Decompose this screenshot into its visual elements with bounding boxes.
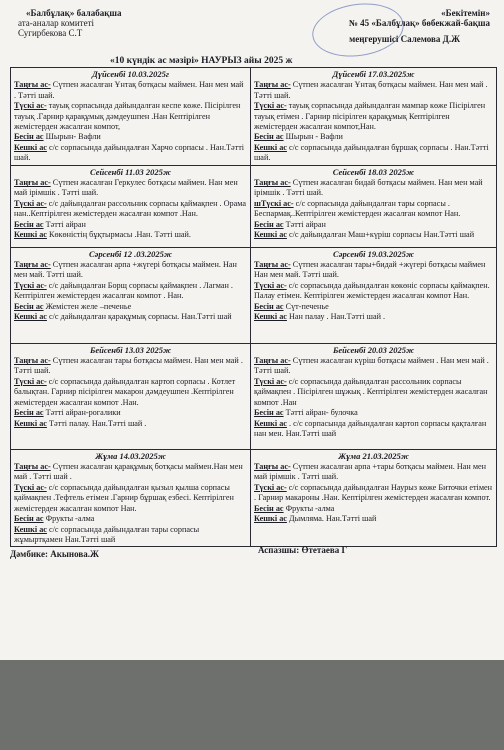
snack-text: Тәтті айран: [285, 219, 326, 229]
breakfast-line: [254, 260, 493, 281]
dinner-line: [254, 230, 493, 240]
day-heading: Бейсенбі 20.03 2025ж: [332, 344, 415, 355]
footer-left: Дәмбике: Акынова.Ж: [10, 549, 99, 560]
snack-text: Тәтті айран-рогалики: [45, 408, 121, 418]
document-footer: [10, 547, 496, 561]
day-heading: Сәрсенбі 12 .03.2025ж: [88, 248, 173, 259]
dinner-text: с/с дайындалған Маш+күріш сорпасы Нан.Тәтті шай: [288, 230, 475, 240]
document-header: [10, 6, 496, 56]
lunch-line: [14, 281, 247, 302]
lunch-text: с/с сорпасында дайындалған рассольник сорпасы қаймақпен . Пісірілген шұжық . Кептірілген жемістерден жасалған компот .Нан: [254, 376, 488, 407]
lunch-text: тауық сорпасында дайындалған кеспе көже. Пісірілген тауық .Гарнир қарақұмық дәмдеушпен .Нан Кептірілген жемістерден жасалған компот,: [14, 101, 241, 132]
breakfast-text: Сүтпен жасалған арпа +тары ботқасы маймен. Нан мен май ірімшік . Тәтті шай.: [254, 462, 487, 482]
snack-text: Тәтті айран- булочка: [285, 408, 358, 418]
lunch-text: с/с сорпасында дайындалған қызыл қылша сорпасы қаймақпен .Тефтель етімен .Гарнир бұршақ езбесі. Кептірілген жемістерден жасалған компот Нан.: [14, 482, 234, 513]
breakfast-label: Таңғы ас-: [14, 260, 51, 270]
snack-line: [14, 514, 247, 524]
day-heading: Дүйсенбі 10.03.2025г: [91, 69, 170, 79]
snack-label: Бесін ас: [14, 408, 44, 418]
header-right-line2: № 45 «Балбұлақ» бөбекжай-бақша: [348, 18, 490, 28]
lunch-label: Түскі ас-: [14, 482, 47, 492]
day-heading: Сейсенбі 11.03 2025ж: [90, 166, 171, 177]
snack-line: [254, 132, 493, 142]
snack-line: [254, 408, 493, 418]
breakfast-label: Таңғы ас-: [254, 260, 291, 270]
lunch-label: Түскі ас-: [14, 376, 47, 386]
snack-text: Шырын - Вафли: [285, 132, 343, 142]
dinner-line: [254, 419, 493, 440]
snack-text: Фрукты -алма: [285, 503, 335, 513]
breakfast-line: [254, 178, 493, 199]
snack-label: Бесін ас: [14, 514, 44, 524]
lunch-text: с/с сорпасында дайындалған Наурыз көже Биточки етімен . Гарнир макароны .Нан. Кептірілген жемістерден жасалған компот.: [254, 482, 493, 503]
header-right: [230, 8, 490, 44]
snack-text: Тәтті айран: [45, 219, 86, 229]
breakfast-text: Сүтпен жасалған тары+бидай +жүгері ботқасы маймен Нан мен май. Тәтті шай.: [254, 260, 486, 280]
menu-row: [11, 449, 497, 547]
lunch-label: Түскі ас-: [254, 101, 287, 111]
day-cell: [251, 68, 497, 166]
dinner-label: Кешкі ас: [14, 418, 47, 428]
menu-row: [11, 165, 497, 247]
dinner-label: Кешкі ас: [14, 142, 47, 152]
snack-line: [254, 220, 493, 230]
dinner-label: Кешкі ас: [254, 312, 287, 322]
breakfast-text: Сүтпен жасалған Геркулес ботқасы маймен. Нан мен май ірімшік . Тәтті шай.: [14, 178, 238, 198]
dinner-label: Кешкі ас: [14, 312, 47, 322]
lunch-text: с/с дайындалған рассольник сорпасы қаймақпен . Орама нан..Кептірілген жемістерден жасалған компот .Нан.: [14, 198, 247, 219]
day-heading: Жұма 21.03.2025ж: [338, 450, 409, 461]
lunch-line: [14, 377, 247, 408]
menu-title: «10 күндік ас мәзірі» НАУРЫЗ айы 2025 ж: [110, 56, 293, 66]
lunch-line: [254, 281, 493, 302]
dinner-text: . с/с сорпасында дайындалған картоп сорпасы қақталған нан мен. Нан.Тәтті шай: [254, 418, 487, 438]
snack-label: Бесін ас: [14, 132, 44, 142]
dinner-line: [14, 525, 247, 546]
dinner-label: Кешкі ас: [254, 418, 287, 428]
breakfast-line: [254, 356, 493, 377]
lunch-text: с/с сорпасында дайындалған көкөніс сорпасы қаймақпен. Палау етімен. Кептірілген жемістерден жасалған компот Нан.: [254, 280, 490, 301]
dinner-text: с/с сорпасында дайындалған Харчо сорпасы . Нан.Тәтті шай.: [14, 142, 245, 163]
dinner-text: Дымляма. Нан.Тәтті шай: [288, 514, 377, 524]
breakfast-label: Таңғы ас-: [254, 356, 291, 366]
snack-label: Бесін ас: [254, 408, 284, 418]
header-right-line3: меңгерушісі Салемова Д.Ж: [349, 34, 460, 44]
snack-line: [14, 132, 247, 142]
breakfast-line: [254, 80, 493, 101]
dinner-text: с/с дайындалған қарақұмық сорпасы. Нан.Тәтті шай: [48, 312, 232, 322]
snack-text: Жемістен желе –печенье: [45, 301, 132, 311]
snack-label: Бесін ас: [254, 132, 284, 142]
lunch-text: с/с сорпасында дайындалған тары сорпасы . Беспармақ..Кептірілген жемістерден жасалған компот Нан.: [254, 198, 461, 219]
lunch-label: Түскі ас-: [254, 376, 287, 386]
breakfast-line: [14, 260, 247, 281]
breakfast-line: [254, 462, 493, 483]
day-cell: [251, 343, 497, 449]
dinner-label: Кешкі ас: [254, 514, 287, 524]
breakfast-label: Таңғы ас-: [14, 80, 51, 90]
day-cell: [11, 343, 251, 449]
breakfast-label: Таңғы ас-: [14, 178, 51, 188]
lunch-line: [14, 483, 247, 514]
snack-text: Фрукты -алма: [45, 514, 95, 524]
dinner-line: [14, 419, 247, 429]
dinner-text: Нан палау . Нан.Тәтті шай .: [288, 312, 386, 322]
snack-line: [254, 504, 493, 514]
snack-line: [14, 302, 247, 312]
lunch-line: [14, 101, 247, 132]
breakfast-text: Сүтпен жасалған бидай ботқасы маймен. Нан мен май ірімшік . Тәтті шай.: [254, 178, 483, 198]
day-heading: Дүйсенбі 17.03.2025ж: [332, 69, 415, 79]
header-left-line3: Сугирбекова С.Т: [18, 28, 83, 38]
breakfast-line: [14, 356, 247, 377]
lunch-label: Түскі ас-: [14, 101, 47, 111]
lunch-label: Түскі ас-: [14, 198, 47, 208]
header-right-line1: «Бекітемін»: [441, 8, 490, 18]
snack-line: [14, 220, 247, 230]
dinner-line: [14, 312, 247, 322]
snack-label: Бесін ас: [14, 301, 44, 311]
day-cell: [11, 247, 251, 343]
dinner-text: с/с сорпасында дайындалған бұршақ сорпасы . Нан.Тәтті шай.: [254, 142, 489, 163]
breakfast-line: [14, 80, 247, 101]
lunch-line: [254, 483, 493, 504]
breakfast-line: [14, 178, 247, 199]
day-cell: [11, 449, 251, 547]
lunch-text: тауық сорпасында дайындалған мампар көже Пісірілген тауық етімен . Гарнир пісірілген қарақұмық Кептірілген жемістерден жасалған компот,Нан.: [254, 101, 486, 132]
dinner-text: Көкөністің бұқтырмасы .Нан. Тәтті шай.: [48, 230, 191, 240]
lunch-line: [254, 199, 493, 220]
menu-row: [11, 343, 497, 449]
breakfast-text: Сүтпен жасалған қарақұмық ботқасы маймен.Нан мен май . Тәтті шай .: [14, 462, 243, 482]
snack-label: Бесін ас: [254, 219, 284, 229]
lunch-line: [254, 377, 493, 408]
snack-label: Бесін ас: [254, 301, 284, 311]
lunch-text: с/с дайындалған Борщ сорпасы қаймақпен . Лагман . Кептірілген жемістерден жасалған компот . Нан.: [14, 280, 233, 301]
snack-label: Бесін ас: [254, 503, 284, 513]
day-cell: [11, 165, 251, 247]
header-left-line2: ата-аналар комитеті: [18, 18, 95, 28]
dinner-label: Кешкі ас: [14, 230, 47, 240]
dinner-label: Кешкі ас: [14, 524, 47, 534]
menu-table: [10, 67, 497, 547]
day-cell: [11, 68, 251, 166]
snack-text: Сүт-печенье: [285, 301, 329, 311]
header-left: [18, 8, 208, 38]
breakfast-label: Таңғы ас-: [254, 462, 291, 472]
breakfast-text: Сүтпен жасалған арпа +жүгері ботқасы маймен. Нан мен май. Тәтті шай.: [14, 260, 237, 280]
lunch-label: Түскі ас-: [14, 280, 47, 290]
day-heading: Сәрсенбі 19.03.2025ж: [333, 248, 414, 259]
day-cell: [251, 247, 497, 343]
dinner-label: Кешкі ас: [254, 142, 287, 152]
dinner-line: [254, 514, 493, 524]
footer-right: Аспазшы: Өтетаева Г: [258, 545, 348, 556]
breakfast-text: Сүтпен жасалған Ұнтақ ботқасы маймен. Нан мен май . Тәтті шай.: [254, 80, 488, 100]
breakfast-label: Таңғы ас-: [14, 462, 51, 472]
dinner-line: [254, 312, 493, 322]
day-cell: [251, 449, 497, 547]
lunch-label: шТүскі ас-: [254, 198, 294, 208]
lunch-line: [14, 199, 247, 220]
dinner-text: Тәтті палау. Нан.Тәтті шай .: [48, 418, 147, 428]
day-heading: Сейсенбі 18.03 2025ж: [332, 166, 415, 177]
breakfast-label: Таңғы ас-: [254, 178, 291, 188]
lunch-label: Түскі ас-: [254, 280, 287, 290]
day-cell: [251, 165, 497, 247]
dinner-line: [254, 143, 493, 164]
lunch-line: [254, 101, 493, 132]
breakfast-label: Таңғы ас-: [254, 80, 291, 90]
snack-line: [254, 302, 493, 312]
breakfast-text: Сүтпен жасалған Ұнтақ ботқасы маймен. Нан мен май . Тәтті шай.: [14, 80, 244, 100]
lunch-text: с/с сорпасында дайындалған картоп сорпасы . Котлет балықтан. Гарнир пісірілген макарон дәмдеушпен .Кептірілген жемістерден жасалған компот .Нан.: [14, 376, 236, 407]
snack-text: Шырын- Вафли: [45, 132, 101, 142]
dinner-line: [14, 143, 247, 164]
dinner-text: с/с сорпасында дайындалған тары сорпасы жұмыртқамен Нан.Тәтті шай: [14, 524, 200, 544]
day-heading: Жұма 14.03.2025ж: [95, 450, 166, 461]
breakfast-line: [14, 462, 247, 483]
dinner-label: Кешкі ас: [254, 230, 287, 240]
menu-row: [11, 68, 497, 166]
snack-line: [14, 408, 247, 418]
breakfast-text: Сүтпен жасалған күріш ботқасы маймен . Нан мен май . Тәтті шай.: [254, 356, 489, 376]
breakfast-label: Таңғы ас-: [14, 356, 51, 366]
day-heading: Бейсенбі 13.03 2025ж: [89, 344, 172, 355]
snack-label: Бесін ас: [14, 219, 44, 229]
dinner-line: [14, 230, 247, 240]
menu-row: [11, 247, 497, 343]
header-left-line1: «Балбұлақ» балабақша: [26, 8, 122, 18]
breakfast-text: Сүтпен жасалған тары ботқасы маймен. Нан мен май . Тәтті шай.: [14, 356, 243, 376]
background-surface: [0, 660, 504, 750]
lunch-label: Түскі ас-: [254, 482, 287, 492]
